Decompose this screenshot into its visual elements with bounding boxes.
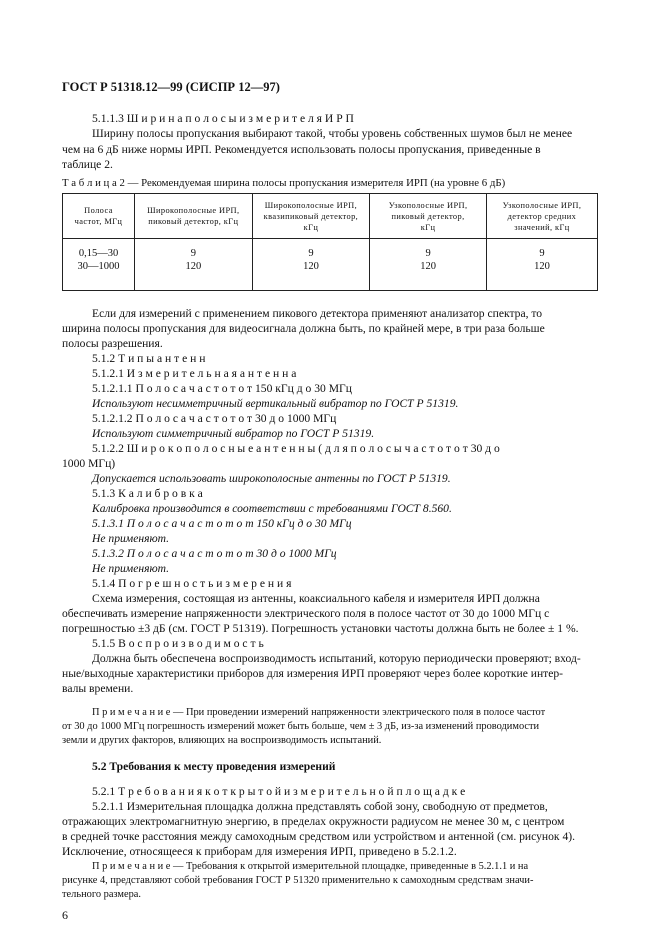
section-5-1-2-1-2-title: 5.1.2.1.2 П о л о с а ч а с т о т о т 30 д о 1000 МГц	[92, 412, 337, 425]
section-5-1-2-2-title: 5.1.2.2 Ш и р о к о п о л о с н ы е а н т е н н ы ( д л я п о л о с ы ч а с т о т о т 30 д о	[92, 442, 500, 455]
section-5-1-3-title: 5.1.3 К а л и б р о в к а	[92, 487, 203, 500]
section-5-1-2-1-2-text: Используют симметричный вибратор по ГОСТ Р 51319.	[92, 427, 375, 440]
section-5-1-2-1-1-text: Используют несимметричный вертикальный вибратор по ГОСТ Р 51319.	[92, 397, 459, 410]
section-5-1-2-2-text: Допускается использовать широкополосные антенны по ГОСТ Р 51319.	[92, 472, 451, 485]
section-5-1-3-1-title: 5.1.3.1 П о л о с а ч а с т о т о т 150 кГц д о 30 МГц	[92, 517, 352, 530]
table-caption: Т а б л и ц а 2 — Рекомендуемая ширина полосы пропускания измерителя ИРП (на уровне 6 дБ)	[62, 177, 506, 189]
note-line: от 30 до 1000 МГц погрешность измерений может быть больше, чем ± 3 дБ, из-за изменений проводимости	[62, 721, 540, 732]
note-line: земли и других факторов, влияющих на воспроизводимость испытаний.	[62, 735, 382, 746]
document-header: ГОСТ Р 51318.12—99 (СИСПР 12—97)	[62, 80, 280, 94]
table-header-cell: Узкополосные ИРП, пиковый детектор, кГц	[370, 194, 487, 239]
section-5-1-2-2-title-cont: 1000 МГц)	[62, 457, 116, 470]
table-cell: 9 120	[370, 239, 487, 291]
section-5-1-2-1-title: 5.1.2.1 И з м е р и т е л ь н а я а н т е н н а	[92, 367, 297, 380]
paragraph-line: Должна быть обеспечена воспроизводимость испытаний, которую периодически проверяют; вход-	[92, 652, 581, 665]
table-header-cell: Широкополосные ИРП, пиковый детектор, кГц	[135, 194, 253, 239]
paragraph-line: обеспечивать измерение напряженности электрического поля в полосе частот от 30 до 1000 МГц с	[62, 607, 550, 620]
table-header-cell: Широкополосные ИРП, квазипиковый детектор, кГц	[252, 194, 370, 239]
paragraph-line: полосы разрешения.	[62, 337, 163, 350]
note-line: тельного размера.	[62, 889, 141, 900]
table-cell: 9 120	[135, 239, 253, 291]
paragraph-line: чем на 6 дБ ниже нормы ИРП. Рекомендуется использовать полосы пропускания, приведенные в	[62, 143, 541, 156]
paragraph-line: ширина полосы пропускания для видеосигнала должна быть, по крайней мере, в три раза больше	[62, 322, 545, 335]
section-5-1-2-1-1-title: 5.1.2.1.1 П о л о с а ч а с т о т о т 150 кГц д о 30 МГц	[92, 382, 352, 395]
paragraph-line: таблице 2.	[62, 158, 113, 171]
section-5-1-5-title: 5.1.5 В о с п р о и з в о д и м о с т ь	[92, 637, 264, 650]
table-cell: 9 120	[252, 239, 370, 291]
section-5-2-1-title: 5.2.1 Т р е б о в а н и я к о т к р ы т о й и з м е р и т е л ь н о й п л о щ а д к е	[92, 785, 466, 798]
paragraph-line: Ширину полосы пропускания выбирают такой, чтобы уровень собственных шумов был не менее	[92, 127, 573, 140]
note-line: П р и м е ч а н и е — При проведении измерений напряженности электрического поля в полосе частот	[92, 707, 546, 718]
section-5-1-3-1-text: Не применяют.	[92, 532, 170, 545]
paragraph-line: погрешностью ±3 дБ (см. ГОСТ Р 51319). Погрешность установки частоты должна быть не более ± 1 %.	[62, 622, 579, 635]
table-header-cell: Узкополосные ИРП, детектор средних значений, кГц	[486, 194, 597, 239]
note-line: П р и м е ч а н и е — Требования к открытой измерительной площадке, приведенные в 5.2.1.1 и на	[92, 861, 529, 872]
table-header-cell: Полоса частот, МГц	[63, 194, 135, 239]
section-5-1-3-text: Калибровка производится в соответствии с требованиями ГОСТ 8.560.	[92, 502, 452, 515]
table-cell: 0,15—30 30—1000	[63, 239, 135, 291]
section-5-1-1-3-title: 5.1.1.3 Ш и р и н а п о л о с ы и з м е р и т е л я И Р П	[92, 112, 354, 125]
section-5-1-4-title: 5.1.4 П о г р е ш н о с т ь и з м е р е н и я	[92, 577, 292, 590]
paragraph-line: валы времени.	[62, 682, 134, 695]
paragraph-line: в средней точке расстояния между самоходным средством или устройством и антенной (см. рисунок 4).	[62, 830, 576, 843]
paragraph-line: Схема измерения, состоящая из антенны, коаксиального кабеля и измерителя ИРП должна	[92, 592, 540, 605]
paragraph-line: Если для измерений с применением пикового детектора применяют анализатор спектра, то	[92, 307, 543, 320]
page-number: 6	[62, 908, 68, 922]
table-row	[63, 239, 598, 291]
paragraph-line: отражающих электромагнитную энергию, в пределах окружности радиусом не менее 30 м, с центром	[62, 815, 565, 828]
bandwidth-table	[62, 193, 598, 291]
note-line: рисунке 4, представляют собой требования ГОСТ Р 51320 применительно к самоходным средствам значи-	[62, 875, 534, 886]
table-cell: 9 120	[486, 239, 597, 291]
section-5-1-3-2-text: Не применяют.	[92, 562, 170, 575]
paragraph-line: 5.2.1.1 Измерительная площадка должна представлять собой зону, свободную от предметов,	[92, 800, 548, 813]
section-5-1-2-title: 5.1.2 Т и п ы а н т е н н	[92, 352, 206, 365]
section-5-1-3-2-title: 5.1.3.2 П о л о с а ч а с т о т о т 30 д о 1000 МГц	[92, 547, 337, 560]
paragraph-line: Исключение, относящееся к приборам для измерения ИРП, приведено в 5.2.1.2.	[62, 845, 457, 858]
table-header-row	[63, 194, 598, 239]
paragraph-line: ные/выходные характеристики приборов для измерения ИРП проверяют через более короткие интер-	[62, 667, 564, 680]
section-5-2-title: 5.2 Требования к месту проведения измерений	[92, 760, 336, 773]
